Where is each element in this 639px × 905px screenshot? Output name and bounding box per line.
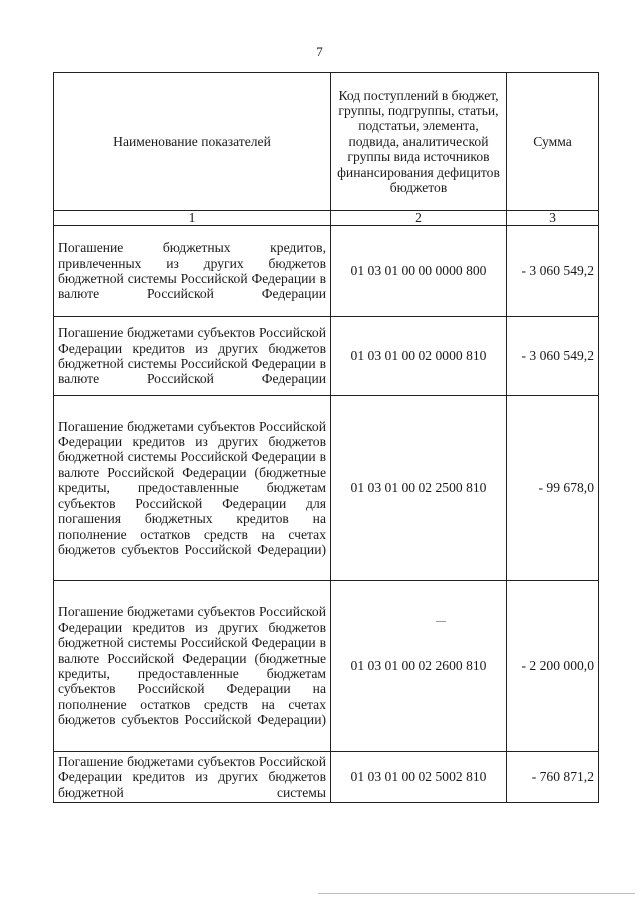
row-code: 01 03 01 00 02 2600 810 <box>331 581 507 752</box>
scan-artifact <box>436 621 446 622</box>
row-name: Погашение бюджетных кредитов, привлеченных из других бюджетов бюджетной системы Российской Федерации в валюте Российской Федерации <box>54 226 331 317</box>
footer-rule <box>318 893 635 894</box>
column-number: 1 <box>54 211 331 226</box>
row-sum: - 99 678,0 <box>507 396 599 581</box>
table-row <box>54 396 599 581</box>
header-indicator-name: Наименование показателей <box>54 73 331 211</box>
table-row <box>54 226 599 317</box>
column-number-row <box>54 211 599 226</box>
row-code: 01 03 01 00 02 2500 810 <box>331 396 507 581</box>
row-sum: - 2 200 000,0 <box>507 581 599 752</box>
column-number: 3 <box>507 211 599 226</box>
header-sum: Сумма <box>507 73 599 211</box>
page-number: 7 <box>316 44 323 59</box>
table-row <box>54 317 599 396</box>
row-sum: - 3 060 549,2 <box>507 317 599 396</box>
row-sum: - 760 871,2 <box>507 752 599 803</box>
row-sum: - 3 060 549,2 <box>507 226 599 317</box>
row-code: 01 03 01 00 00 0000 800 <box>331 226 507 317</box>
header-budget-code: Код поступлений в бюджет, группы, подгруппы, статьи, подстатьи, элемента, подвида, аналитической группы вида источников финансирования дефицитов бюджетов <box>331 73 507 211</box>
column-number: 2 <box>331 211 507 226</box>
row-name: Погашение бюджетами субъектов Российской Федерации кредитов из других бюджетов бюджетной системы Российской Федерации в валюте Российской Федерации (бюджетные кредиты, предоставленные бюджетам субъектов Российской Федерации для погашения бюджетных кредитов на пополнение остатков средств на счетах бюджетов субъектов Российской Федерации) <box>54 396 331 581</box>
row-name: Погашение бюджетами субъектов Российской Федерации кредитов из других бюджетов бюджетной системы Российской Федерации в валюте Российской Федерации (бюджетные кредиты, предоставленные бюджетам субъектов Российской Федерации на пополнение остатков средств на счетах бюджетов субъектов Российской Федерации) <box>54 581 331 752</box>
row-name: Погашение бюджетами субъектов Российской Федерации кредитов из других бюджетов бюджетной системы Российской Федерации в валюте Российской Федерации <box>54 317 331 396</box>
budget-table <box>53 72 599 803</box>
row-code: 01 03 01 00 02 0000 810 <box>331 317 507 396</box>
table-row <box>54 752 599 803</box>
table-header-row <box>54 73 599 211</box>
row-name: Погашение бюджетами субъектов Российской Федерации кредитов из других бюджетов бюджетной системы <box>54 752 331 803</box>
table-row <box>54 581 599 752</box>
row-code: 01 03 01 00 02 5002 810 <box>331 752 507 803</box>
